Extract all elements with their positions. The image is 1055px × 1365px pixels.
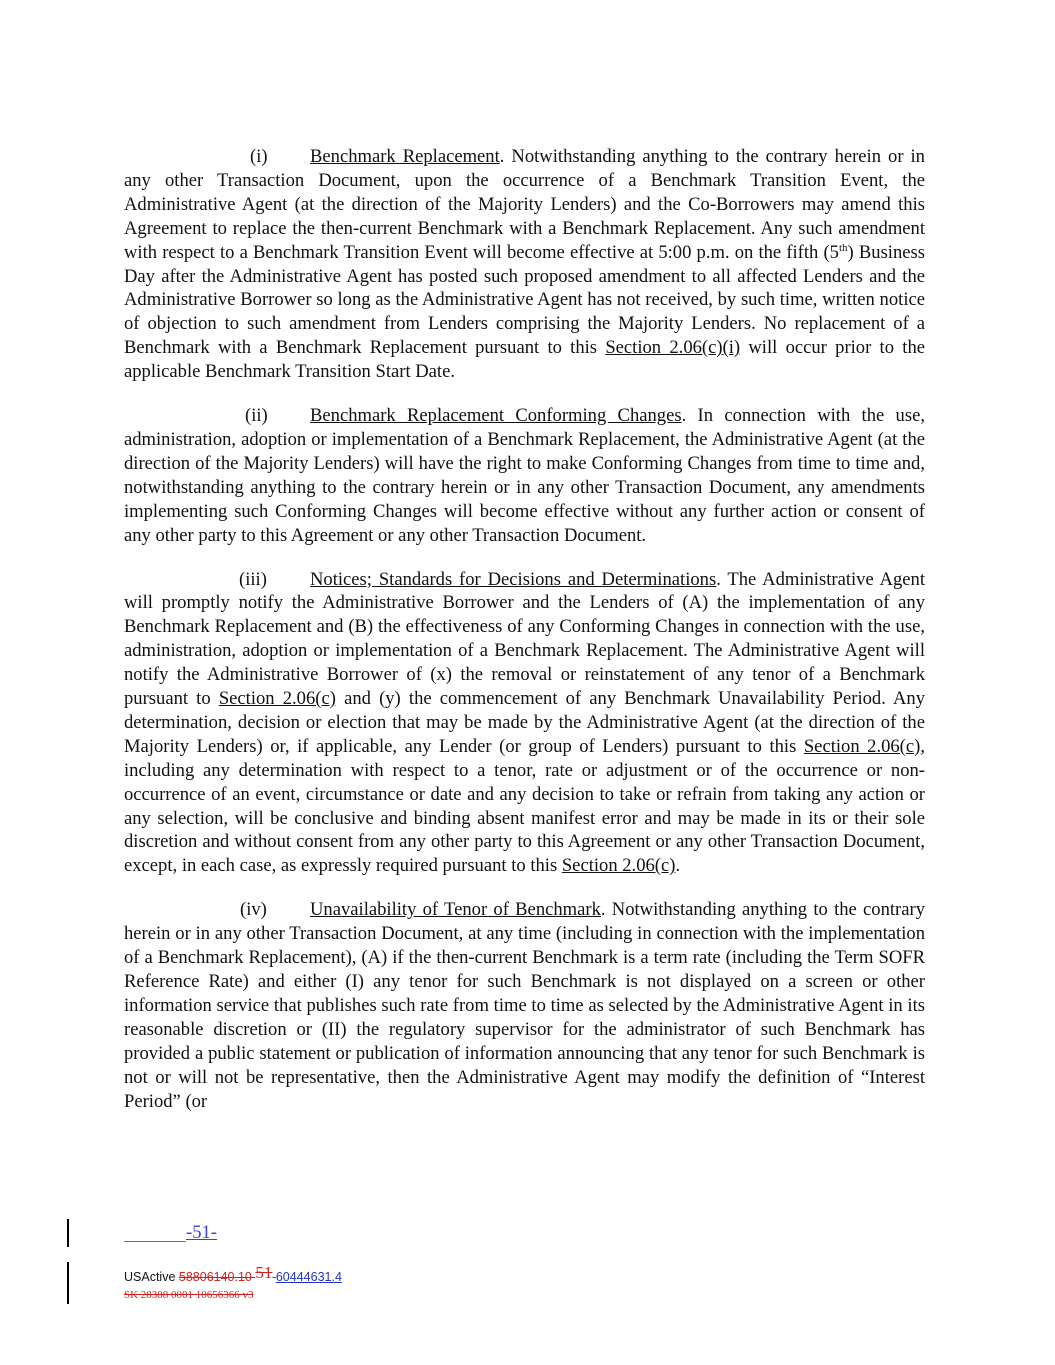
- inserted-doc-id: 60444631.4: [275, 1270, 342, 1284]
- paragraph-i: [124, 145, 925, 384]
- section-reference: Section 2.06(c)(i): [605, 337, 741, 359]
- paragraph-text: . In connection with the use, administration, adoption or implementation of a Benchmark Replacement, the Administrative Agent (at the direction of the Majority Lenders) will have the right to make Conforming Changes from time to time and, notwithstanding anything to the contrary herein or in any other Transaction Document, any amendments implementing such Conforming Changes will become effective without any further action or consent of any other party to this Agreement or any other Transaction Document.: [124, 405, 925, 546]
- paragraph-number: (i): [250, 146, 268, 167]
- paragraph-text: , including any determination with respect to a tenor, rate or adjustment or of the occurrence or non-occurrence of an event, circumstance or date and any decision to take or refrain from taking any action or any selection, will be conclusive and binding absent manifest error and may be made in its or their sole discretion and without consent from any other party to this Agreement or any other Transaction Document, except, in each case, as expressly required pursuant to this: [124, 735, 925, 877]
- superscript: th: [838, 241, 848, 254]
- paragraph-text: ) Business Day after the Administrative Agent has posted such proposed amendment to all affected Lenders and the Administrative Borrower so long as the Administrative Agent has not received, by such time, written notice of objection to such amendment from Lenders comprising the Majority Lenders. No replacement of a Benchmark with a Benchmark Replacement pursuant to this: [124, 241, 925, 359]
- document-body: [124, 145, 925, 1133]
- paragraph-heading: Notices; Standards for Decisions and Determinations: [310, 568, 717, 590]
- page-number: [124, 1222, 224, 1244]
- deleted-sub-doc-id: SK 28388 0001 10656366 v3: [124, 1289, 254, 1301]
- deleted-page-number: 51: [255, 1263, 273, 1282]
- inserted-leader-line: [124, 1241, 186, 1242]
- paragraph-heading: Unavailability of Tenor of Benchmark: [310, 899, 601, 921]
- paragraph-text: . Notwithstanding anything to the contrary herein or in any other Transaction Document, at any time (including in connection with the implementation of a Benchmark Replacement), (A) if the then-current Benchmark is a term rate (including the Term SOFR Reference Rate) and either (I) any tenor for such Benchmark is not displayed on a screen or other information service that publishes such rate from time to time as selected by the Administrative Agent in its reasonable discretion or (II) the regulatory supervisor for the administrator of such Benchmark has provided a public statement or publication of information announcing that any tenor for such Benchmark is not or will not be representative, then the Administrative Agent may modify the definition of “Interest Period” (or: [124, 899, 925, 1112]
- paragraph-text: . The Administrative Agent will promptly notify the Administrative Borrower and the Lenders of (A) the implementation of any Benchmark Replacement and (B) the effectiveness of any Conforming Changes in connection with the use, administration, adoption or implementation of a Benchmark Replacement. The Administrative Agent will notify the Administrative Borrower of (x) the removal or reinstatement of any tenor of a Benchmark pursuant to: [124, 568, 925, 710]
- paragraph-heading: Benchmark Replacement Conforming Changes: [310, 405, 682, 427]
- section-reference: Section 2.06(c): [561, 855, 676, 877]
- paragraph-text: and (y) the commencement of any Benchmark Unavailability Period. Any determination, decision or election that may be made by the Administrative Agent (at the direction of the Majority Lenders) or, if applicable, any Lender (or group of Lenders) pursuant to this: [124, 688, 925, 757]
- revision-change-bar: [67, 1219, 69, 1247]
- footer-label: USActive: [124, 1270, 176, 1284]
- revision-change-bar: [67, 1262, 69, 1304]
- paragraph-iii: [124, 568, 925, 879]
- paragraph-number: (iii): [239, 568, 267, 590]
- page-number-text: -51-: [186, 1222, 217, 1243]
- paragraph-number: (ii): [245, 405, 268, 427]
- paragraph-text: .: [675, 855, 681, 877]
- section-reference: Section 2.06(c): [218, 688, 336, 710]
- paragraph-number: (iv): [240, 899, 267, 921]
- deleted-doc-id: 58806140.10: [178, 1270, 252, 1284]
- paragraph-iv: [124, 898, 925, 1113]
- footer-doc-id: [124, 1263, 342, 1285]
- paragraph-heading: Benchmark Replacement: [310, 146, 500, 167]
- paragraph-text: will occur prior to the applicable Benchmark Transition Start Date.: [124, 337, 926, 383]
- paragraph-ii: [124, 404, 925, 547]
- section-reference: Section 2.06(c): [803, 735, 921, 757]
- paragraph-text: . Notwithstanding anything to the contrary herein or in any other Transaction Document, upon the occurrence of a Benchmark Transition Event, the Administrative Agent (at the direction of the Majority Lenders) and the Co-Borrowers may amend this Agreement to replace the then-current Benchmark with a Benchmark Replacement. Any such amendment with respect to a Benchmark Transition Event will become effective at 5:00 p.m. on the fifth (5: [124, 146, 925, 263]
